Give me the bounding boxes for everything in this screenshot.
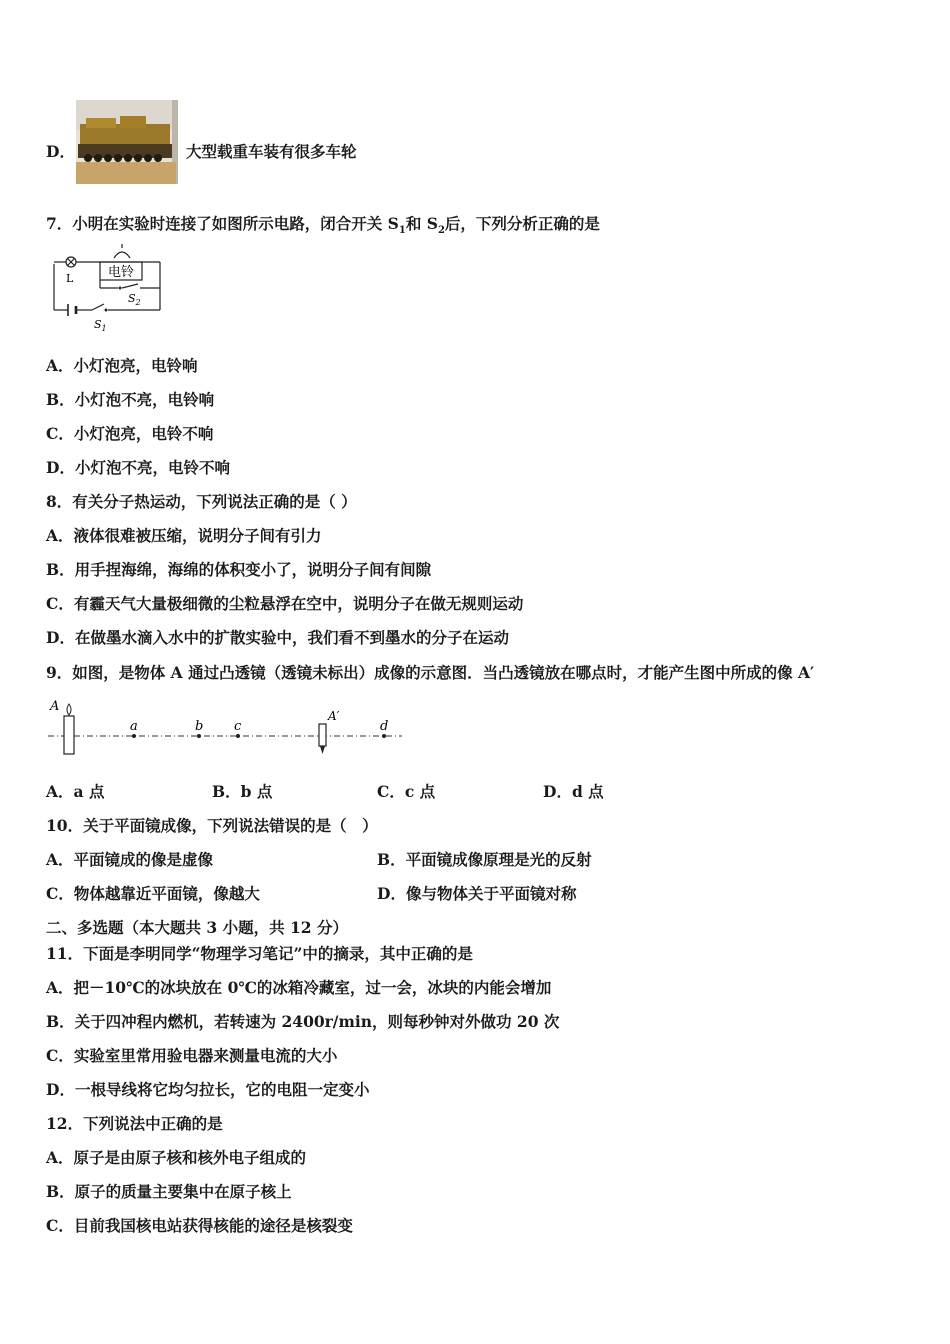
q6-option-d-text: 大型载重车装有很多车轮 [186,142,357,161]
label-d: d [380,719,389,734]
q12-stem: 12．下列说法中正确的是 [46,1114,223,1133]
q9-lens-diagram [46,694,406,760]
s1-label: $S_1$ [94,318,107,333]
q7-option-c: C．小灯泡亮，电铃不响 [46,424,214,443]
q6-option-d-letter: D． [46,142,75,161]
q8-option-c: C．有霾天气大量极细微的尘粒悬浮在空中，说明分子在做无规则运动 [46,594,524,613]
q11-option-b: B．关于四冲程内燃机，若转速为 2400r/min，则每秒钟对外做功 20 次 [46,1012,560,1031]
q9-stem: 9．如图，是物体 A 通过凸透镜（透镜未标出）成像的示意图．当凸透镜放在哪点时，才能产生图中所成的像 A′ [46,663,815,682]
q11-option-a: A．把－10℃的冰块放在 0℃的冰箱冷藏室，过一会，冰块的内能会增加 [46,978,552,997]
q12-option-a: A．原子是由原子核和核外电子组成的 [46,1148,307,1167]
label-c: c [234,719,242,734]
q8-option-a: A．液体很难被压缩，说明分子间有引力 [46,526,322,545]
q8-stem: 8．有关分子热运动，下列说法正确的是（ ） [46,492,357,511]
label-a: a [130,719,138,734]
q10-option-a: A．平面镜成的像是虚像 [46,850,214,869]
bell-label: 电铃 [108,265,135,280]
s2-label: $S_2$ [128,292,141,307]
q12-option-c: C．目前我国核电站获得核能的途径是核裂变 [46,1216,353,1235]
q11-option-d: D．一根导线将它均匀拉长，它的电阻一定变小 [46,1080,370,1099]
q7-option-b: B．小灯泡不亮，电铃响 [46,390,215,409]
lamp-label: L [66,272,74,285]
q8-option-b: B．用手捏海绵，海绵的体积变小了，说明分子间有间隙 [46,560,432,579]
q9-option-b: B．b 点 [212,782,273,801]
q10-option-d: D．像与物体关于平面镜对称 [377,884,577,903]
q9-option-a: A．a 点 [46,782,105,801]
q9-option-d: D．d 点 [543,782,604,801]
q7-circuit-diagram [48,244,168,334]
q9-option-c: C．c 点 [377,782,436,801]
q11-option-c: C．实验室里常用验电器来测量电流的大小 [46,1046,338,1065]
q10-option-b: B．平面镜成像原理是光的反射 [377,850,592,869]
q10-option-c: C．物体越靠近平面镜，像越大 [46,884,260,903]
q8-option-d: D．在做墨水滴入水中的扩散实验中，我们看不到墨水的分子在运动 [46,628,509,647]
q10-stem: 10．关于平面镜成像，下列说法错误的是（ ） [46,816,378,835]
q7-option-a: A．小灯泡亮，电铃响 [46,356,198,375]
label-A: A [50,699,60,714]
q7-stem: 7．小明在实验时连接了如图所示电路，闭合开关 $S_1$和 $S_2$后，下列分析正确的是 [46,214,600,237]
q11-stem: 11．下面是李明同学“物理学习笔记”中的摘录，其中正确的是 [46,944,473,963]
truck-photo [76,100,178,184]
q7-option-d: D．小灯泡不亮，电铃不响 [46,458,230,477]
q12-option-b: B．原子的质量主要集中在原子核上 [46,1182,292,1201]
label-b: b [195,719,204,734]
label-A-prime: A′ [328,709,340,723]
section-title: 二、多选题（本大题共 3 小题，共 12 分） [46,918,348,937]
